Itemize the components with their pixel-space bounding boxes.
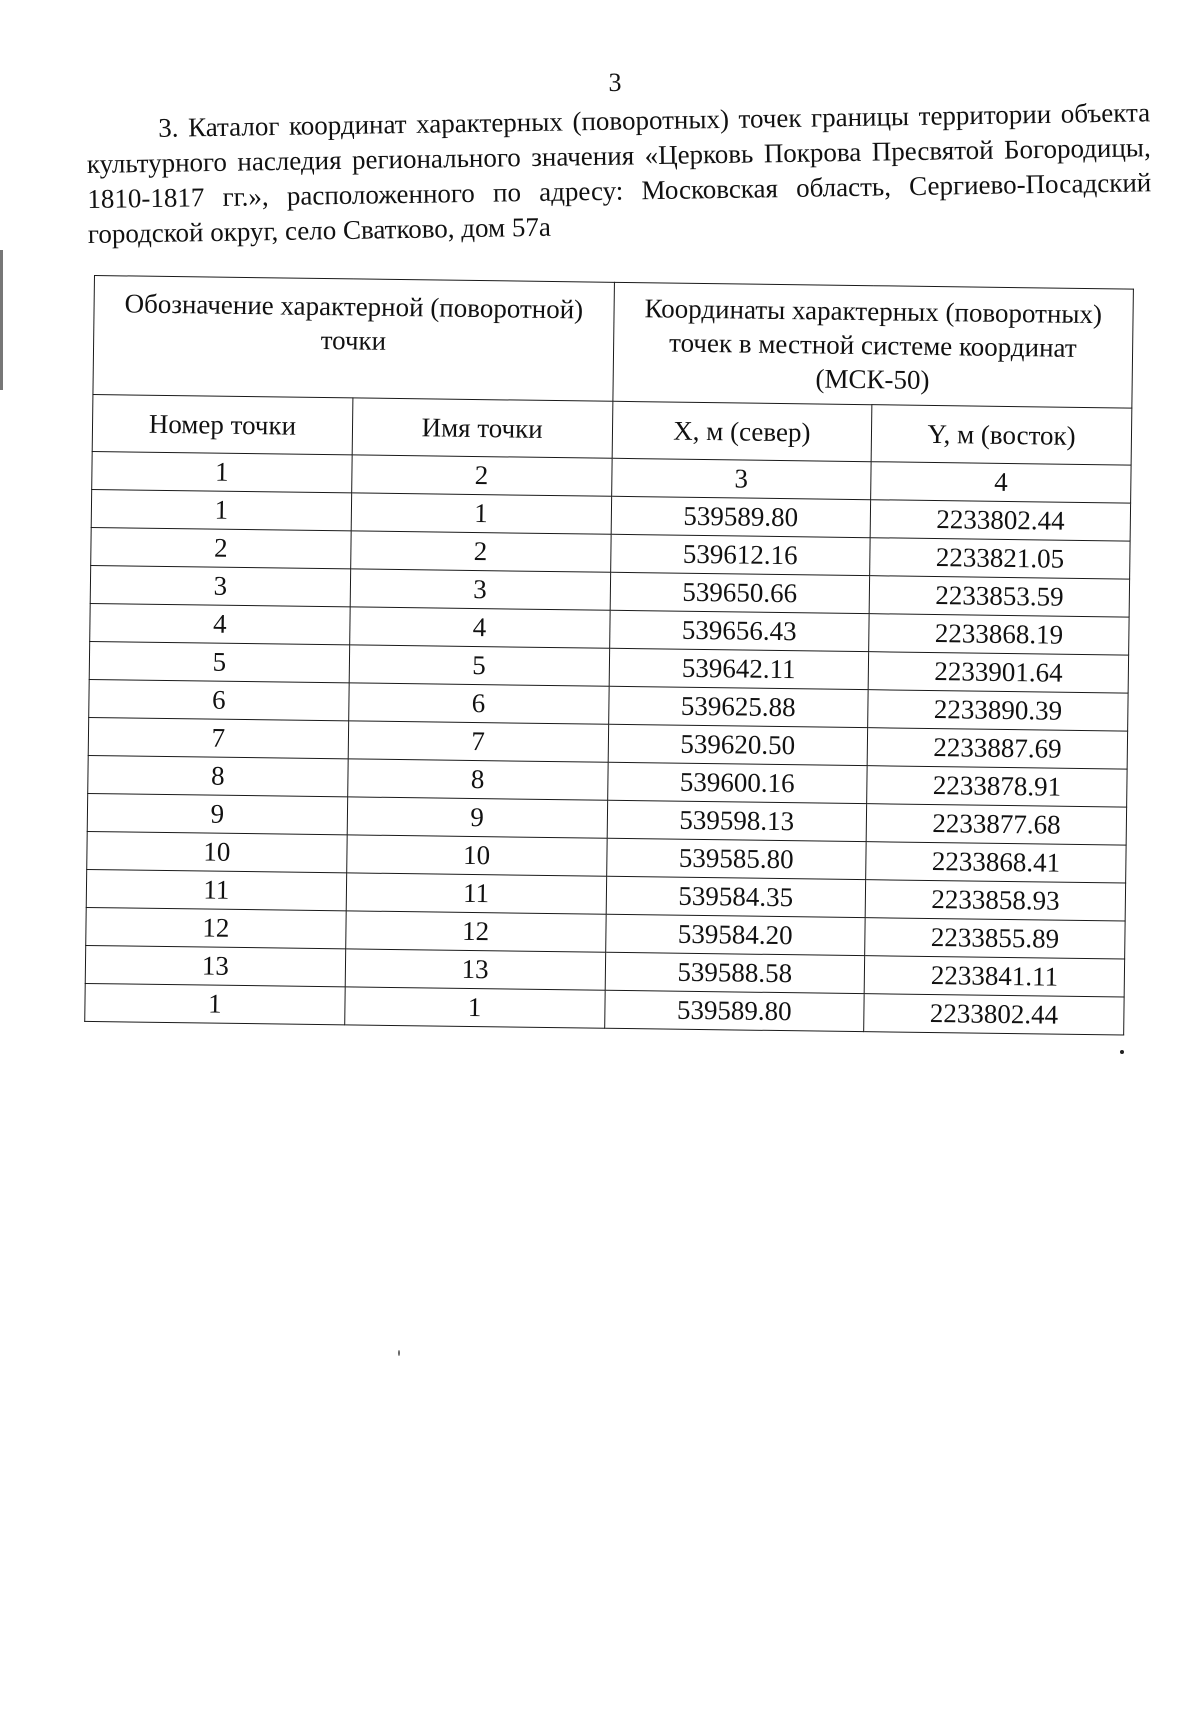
x-coordinate-cell: 539584.35 xyxy=(606,876,866,917)
column-number: 4 xyxy=(871,462,1131,503)
y-coordinate-cell: 2233855.89 xyxy=(865,918,1125,959)
point-number-cell: 5 xyxy=(89,641,349,682)
y-coordinate-cell: 2233877.68 xyxy=(866,804,1126,845)
y-coordinate-cell: 2233858.93 xyxy=(865,880,1125,921)
y-coordinate-cell: 2233802.44 xyxy=(870,500,1130,541)
coordinates-table xyxy=(84,275,1134,1036)
x-coordinate-cell: 539656.43 xyxy=(609,610,869,651)
column-header-y: Y, м (восток) xyxy=(871,405,1131,465)
point-name-cell: 13 xyxy=(345,949,605,990)
scan-edge-mark xyxy=(0,250,3,390)
x-coordinate-cell: 539650.66 xyxy=(610,572,870,613)
header-point-designation: Обозначение характерной (поворотной) точки xyxy=(93,276,614,402)
x-coordinate-cell: 539642.11 xyxy=(609,648,869,689)
point-name-cell: 7 xyxy=(348,721,608,762)
header-coordinates: Координаты характерных (поворотных) точек в местной системе координат (МСК-50) xyxy=(612,282,1133,408)
x-coordinate-cell: 539589.80 xyxy=(604,990,864,1031)
x-coordinate-cell: 539585.80 xyxy=(606,838,866,879)
x-coordinate-cell: 539584.20 xyxy=(605,914,865,955)
y-coordinate-cell: 2233901.64 xyxy=(868,652,1128,693)
x-coordinate-cell: 539598.13 xyxy=(607,800,867,841)
point-number-cell: 9 xyxy=(87,793,347,834)
y-coordinate-cell: 2233802.44 xyxy=(864,994,1124,1035)
point-number-cell: 7 xyxy=(88,717,348,758)
y-coordinate-cell: 2233853.59 xyxy=(869,576,1129,617)
y-coordinate-cell: 2233887.69 xyxy=(867,728,1127,769)
point-number-cell: 1 xyxy=(91,489,351,530)
x-coordinate-cell: 539589.80 xyxy=(611,496,871,537)
point-name-cell: 10 xyxy=(346,835,606,876)
point-number-cell: 8 xyxy=(88,755,348,796)
y-coordinate-cell: 2233868.41 xyxy=(866,842,1126,883)
point-number-cell: 4 xyxy=(90,603,350,644)
column-number: 3 xyxy=(611,458,871,499)
point-name-cell: 12 xyxy=(345,911,605,952)
column-header-point-name: Имя точки xyxy=(352,398,612,458)
point-number-cell: 6 xyxy=(89,679,349,720)
column-number: 1 xyxy=(92,451,352,492)
point-name-cell: 9 xyxy=(347,797,607,838)
point-name-cell: 2 xyxy=(350,531,610,572)
point-number-cell: 2 xyxy=(91,527,351,568)
point-name-cell: 3 xyxy=(350,569,610,610)
y-coordinate-cell: 2233890.39 xyxy=(868,690,1128,731)
catalog-intro-paragraph: 3. Каталог координат характерных (поворотных) точек границы территории объекта культурного наследия регионального значения «Церковь Покрова Пресвятой Богородицы, 1810-1817 гг.», расположенного по адресу: Московская область, Сергиево-Посадский городской округ, село Сватково, дом 57а xyxy=(86,97,1152,249)
point-name-cell: 5 xyxy=(349,645,609,686)
point-number-cell: 11 xyxy=(86,869,346,910)
x-coordinate-cell: 539600.16 xyxy=(607,762,867,803)
column-number: 2 xyxy=(351,455,611,496)
y-coordinate-cell: 2233821.05 xyxy=(870,538,1130,579)
column-header-point-number: Номер точки xyxy=(92,394,352,454)
table-body xyxy=(85,489,1131,1035)
point-name-cell: 1 xyxy=(344,987,604,1028)
scan-speck xyxy=(1120,1050,1124,1054)
point-name-cell: 11 xyxy=(346,873,606,914)
point-number-cell: 13 xyxy=(85,945,345,986)
y-coordinate-cell: 2233878.91 xyxy=(867,766,1127,807)
point-name-cell: 8 xyxy=(347,759,607,800)
point-name-cell: 4 xyxy=(349,607,609,648)
x-coordinate-cell: 539620.50 xyxy=(608,724,868,765)
point-number-cell: 1 xyxy=(85,983,345,1024)
x-coordinate-cell: 539612.16 xyxy=(610,534,870,575)
x-coordinate-cell: 539588.58 xyxy=(605,952,865,993)
point-number-cell: 10 xyxy=(87,831,347,872)
x-coordinate-cell: 539625.88 xyxy=(608,686,868,727)
column-header-x: X, м (север) xyxy=(612,401,872,461)
point-number-cell: 12 xyxy=(86,907,346,948)
point-name-cell: 6 xyxy=(348,683,608,724)
coordinates-table-container xyxy=(84,275,1134,1036)
page-number: 3 xyxy=(608,68,622,97)
point-name-cell: 1 xyxy=(351,493,611,534)
y-coordinate-cell: 2233841.11 xyxy=(864,956,1124,997)
y-coordinate-cell: 2233868.19 xyxy=(869,614,1129,655)
point-number-cell: 3 xyxy=(90,565,350,606)
scan-speck xyxy=(398,1350,400,1356)
